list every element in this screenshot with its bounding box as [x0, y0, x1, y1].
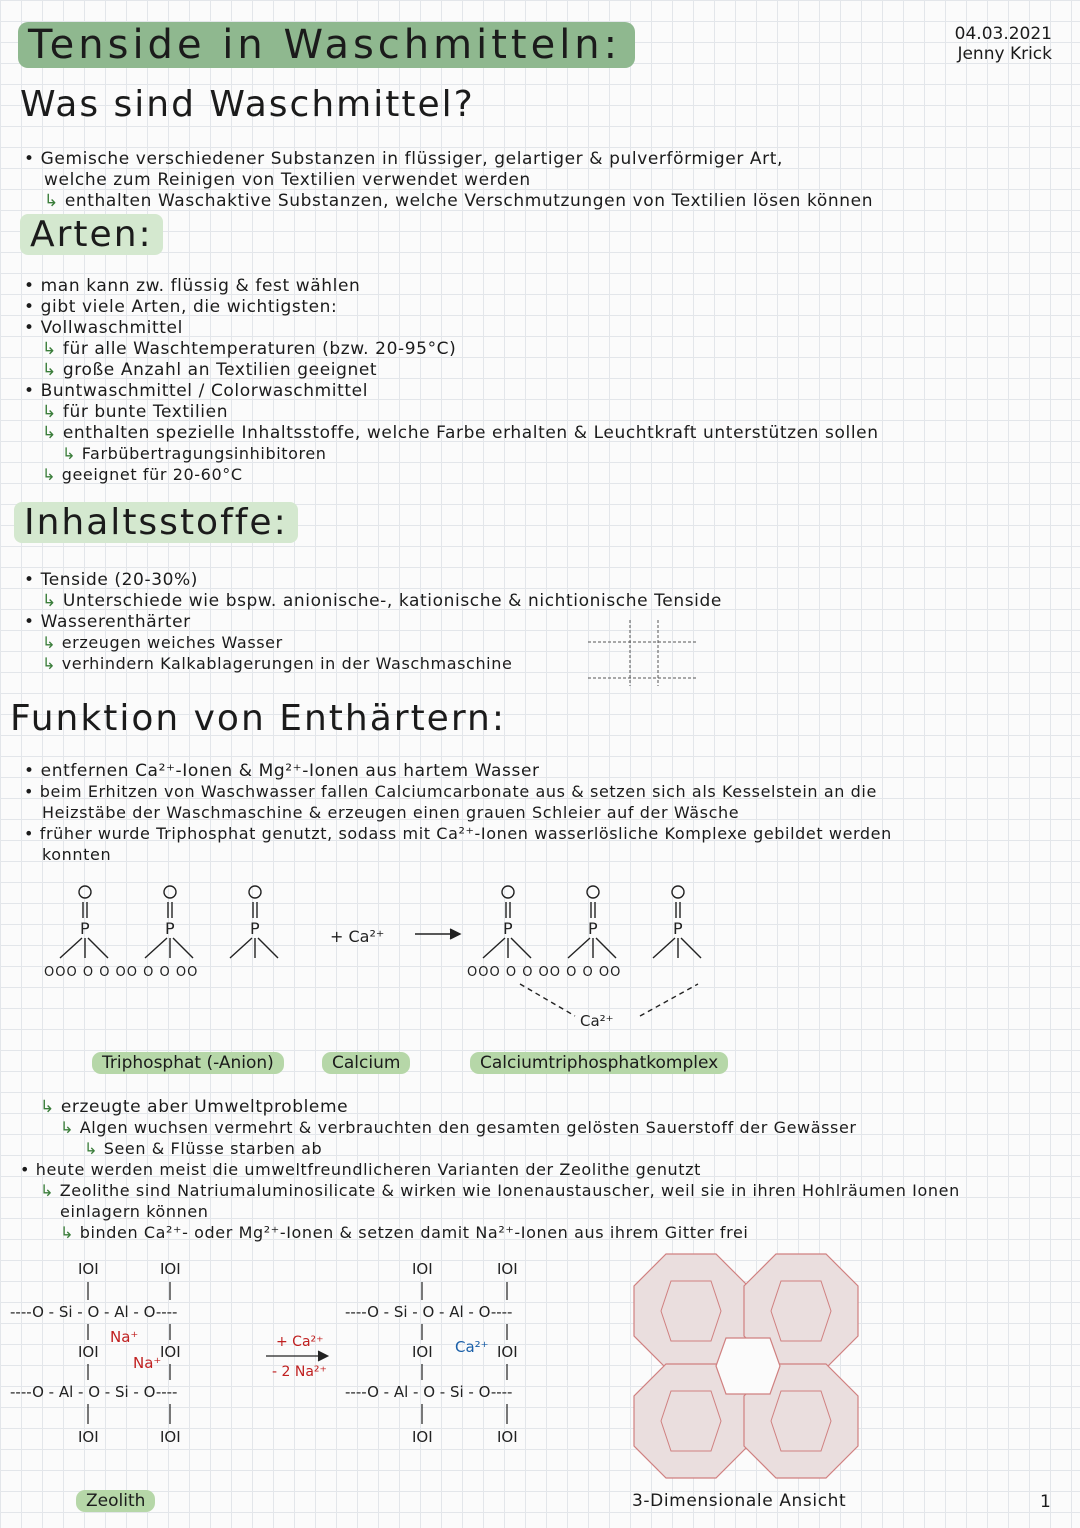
- caption-3d-ansicht: 3-Dimensionale Ansicht: [632, 1491, 847, 1511]
- text-line: ↳ Seen & Flüsse starben ab: [84, 1139, 322, 1158]
- svg-text:----O - Al - O - Si - O----: ----O - Al - O - Si - O----: [10, 1383, 178, 1401]
- text-line: ↳ für alle Waschtemperaturen (bzw. 20-95°C): [42, 339, 456, 359]
- author: Jenny Krick: [957, 44, 1052, 64]
- svg-text:P: P: [165, 919, 175, 938]
- text-line: • früher wurde Triphosphat genutzt, sodass mit Ca²⁺-Ionen wasserlösliche Komplexe gebildet werden: [24, 824, 892, 843]
- text-line: ↳ geeignet für 20-60°C: [42, 465, 243, 484]
- mini-zeolite-sketch: [588, 612, 708, 686]
- page-title: Tenside in Waschmitteln:: [18, 22, 635, 68]
- zeolite-reagent-out: - 2 Na²⁺: [272, 1364, 327, 1380]
- text-line: • heute werden meist die umweltfreundlicheren Varianten der Zeolithe genutzt: [20, 1160, 701, 1179]
- text-line: • Buntwaschmittel / Colorwaschmittel: [24, 381, 368, 401]
- calcium-triphosphate-complex: [483, 886, 701, 1016]
- text-line: • entfernen Ca²⁺-Ionen & Mg²⁺-Ionen aus hartem Wasser: [24, 761, 540, 781]
- svg-text:Na⁺: Na⁺: [110, 1328, 139, 1346]
- svg-text:IOI: IOI: [78, 1428, 99, 1446]
- svg-text:Ca²⁺: Ca²⁺: [455, 1338, 489, 1356]
- svg-text:IOI: IOI: [412, 1343, 433, 1361]
- svg-text:IOI: IOI: [412, 1260, 433, 1278]
- svg-text:IOI: IOI: [78, 1260, 99, 1278]
- svg-text:P: P: [673, 919, 683, 938]
- ca-reagent: + Ca²⁺: [330, 927, 385, 946]
- svg-text:IOI: IOI: [497, 1260, 518, 1278]
- text-line: ↳ Zeolithe sind Natriumaluminosilicate & wirken wie Ionenaustauscher, weil sie in ihren Hohlräumen Ionen: [40, 1181, 960, 1200]
- text-line: • Wasserenthärter: [24, 612, 191, 632]
- text-line: ↳ enthalten Waschaktive Substanzen, welche Verschmutzungen von Textilien lösen können: [44, 191, 873, 211]
- text-line: konnten: [42, 845, 112, 864]
- ca-ion-label: Ca²⁺: [580, 1012, 614, 1030]
- page-number: 1: [1040, 1492, 1052, 1512]
- zeolite-reagent-in: + Ca²⁺: [276, 1334, 324, 1350]
- heading-waschmittel: Was sind Waschmittel?: [20, 84, 475, 125]
- svg-text:IOI: IOI: [160, 1343, 181, 1361]
- text-line: ↳ erzeugen weiches Wasser: [42, 633, 283, 652]
- svg-text:P: P: [250, 919, 260, 938]
- caption-zeolith: Zeolith: [76, 1490, 155, 1512]
- text-line: • Vollwaschmittel: [24, 318, 183, 338]
- text-line: ↳ verhindern Kalkablagerungen in der Waschmaschine: [42, 654, 512, 673]
- svg-text:IOI: IOI: [497, 1428, 518, 1446]
- svg-text:IOI: IOI: [497, 1343, 518, 1361]
- label-calcium: Calcium: [322, 1052, 410, 1074]
- svg-text:IOI: IOI: [160, 1260, 181, 1278]
- text-line: ↳ enthalten spezielle Inhaltsstoffe, welche Farbe erhalten & Leuchtkraft unterstützen sollen: [42, 423, 879, 443]
- svg-text:P: P: [80, 919, 90, 938]
- text-line: • gibt viele Arten, die wichtigsten:: [24, 297, 337, 317]
- text-line: einlagern können: [60, 1202, 209, 1221]
- text-line: ↳ Farbübertragungsinhibitoren: [62, 444, 327, 463]
- label-calciumtriphosphatkomplex: Calciumtriphosphatkomplex: [470, 1052, 728, 1074]
- text-line: • Tenside (20-30%): [24, 570, 198, 590]
- svg-text:IOI: IOI: [412, 1428, 433, 1446]
- date: 04.03.2021: [954, 24, 1052, 44]
- svg-text:P: P: [588, 919, 598, 938]
- svg-text:IOI: IOI: [78, 1343, 99, 1361]
- heading-inhaltsstoffe: Inhaltsstoffe:: [14, 502, 298, 543]
- text-line: welche zum Reinigen von Textilien verwendet werden: [44, 170, 531, 190]
- zeolite-ion-exchange-diagram: [0, 1252, 620, 1492]
- text-line: • beim Erhitzen von Waschwasser fallen Calciumcarbonate aus & setzen sich als Kesselstein an die: [24, 782, 877, 801]
- svg-text:----O - Si - O - Al - O----: ----O - Si - O - Al - O----: [345, 1303, 513, 1321]
- svg-text:----O - Al - O - Si - O----: ----O - Al - O - Si - O----: [345, 1383, 513, 1401]
- text-line: ↳ Unterschiede wie bspw. anionische-, kationische & nichtionische Tenside: [42, 591, 722, 611]
- svg-text:Na⁺: Na⁺: [133, 1354, 162, 1372]
- text-line: ↳ große Anzahl an Textilien geeignet: [42, 360, 377, 380]
- svg-text:OOO O O OO O O OO: OOO O O OO O O OO: [467, 965, 622, 980]
- zeolite-3d-structure: [626, 1246, 870, 1488]
- svg-text:OOO O O OO O O OO: OOO O O OO O O OO: [44, 965, 199, 980]
- svg-text:----O - Si - O - Al - O----: ----O - Si - O - Al - O----: [10, 1303, 178, 1321]
- svg-text:IOI: IOI: [160, 1428, 181, 1446]
- heading-funktion: Funktion von Enthärtern:: [10, 698, 506, 739]
- label-triphosphat: Triphosphat (-Anion): [92, 1052, 284, 1074]
- triphosphate-reaction-diagram: [30, 876, 750, 1036]
- heading-arten: Arten:: [20, 214, 163, 255]
- text-line: ↳ erzeugte aber Umweltprobleme: [40, 1097, 348, 1117]
- header-meta: [955, 24, 1052, 64]
- text-line: ↳ Algen wuchsen vermehrt & verbrauchten den gesamten gelösten Sauerstoff der Gewässer: [60, 1118, 857, 1137]
- text-line: • Gemische verschiedener Substanzen in flüssiger, gelartiger & pulverförmiger Art,: [24, 149, 783, 169]
- text-line: • man kann zw. flüssig & fest wählen: [24, 276, 360, 296]
- text-line: ↳ binden Ca²⁺- oder Mg²⁺-Ionen & setzen damit Na²⁺-Ionen aus ihrem Gitter frei: [60, 1223, 748, 1242]
- text-line: Heizstäbe der Waschmaschine & erzeugen einen grauen Schleier auf der Wäsche: [42, 803, 740, 822]
- svg-text:P: P: [503, 919, 513, 938]
- text-line: ↳ für bunte Textilien: [42, 402, 228, 422]
